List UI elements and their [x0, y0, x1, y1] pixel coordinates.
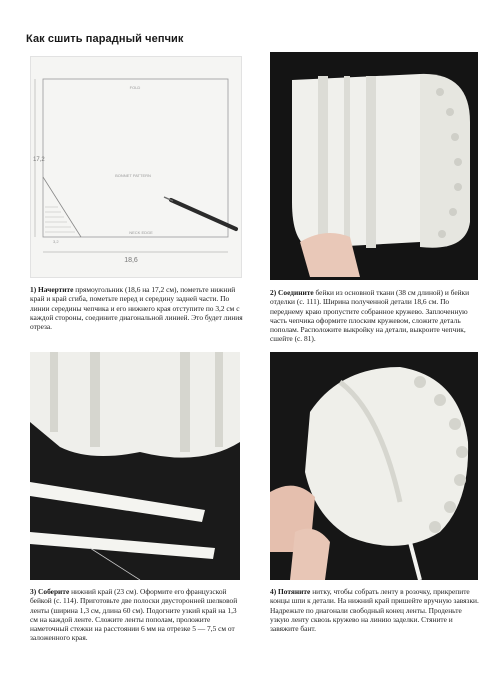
pattern-drawing — [31, 57, 241, 277]
step-1-text: 1) Начертите прямоугольник (18,6 на 17,2 см), пометьте нижний край и край сгиба, пометьте перед и середину задней части. По линии середины чепчика и его нижнего края отступите по 3,2 см с каждой стороны, соедините диагональной линией. Это будет линия отреза. — [30, 285, 243, 332]
pattern-drawing-photo — [30, 56, 242, 278]
bonnet-panel-photo — [270, 52, 478, 280]
pattern-width-label: 18,6 — [124, 257, 138, 264]
pattern-inner-label: BONNET PATTERN — [115, 173, 151, 178]
pattern-bottom-label: NECK EDGE — [129, 230, 153, 235]
bonnet-ribbon-photo — [30, 352, 240, 580]
bonnet-ribbon-illustration — [30, 352, 240, 580]
step-3-text: 3) Соберите нижний край (23 см). Оформите его французской бейкой (с. 114). Приготовьте две полоски двусторонней шелковой ленты (ширина 1,3 см, длина 60 см). Подогните узкий край на 1,3 см на каждой ленте. Сложите ленты пополам, проложите наметочный стежки на расстоянии 6 мм на отрезке 5 — 7,5 см от заложенного края. — [30, 587, 238, 643]
step-2-text: 2) Соедините бейки из основной ткани (38 см длиной) и бейки отделки (с. 111). Ширина полученной детали 18,6 см. По переднему краю пропустите собранное кружево. Заплоченную часть чепчика оформите плоским кружевом, сложите деталь пополам. Расположите выкройку на детали, выкроите чепчик, сшейте (с. 81). — [270, 288, 470, 344]
finished-bonnet-illustration — [270, 352, 478, 580]
finished-bonnet-photo — [270, 352, 478, 580]
pattern-top-label: FOLD — [129, 85, 141, 90]
pattern-height-label: 17,2 — [33, 157, 45, 163]
pattern-corner-label: 3,2 — [53, 239, 59, 244]
step-4-text: 4) Потяните нитку, чтобы собрать ленту в розочку, прикрепите концы шпи к детали. На нижний край пришейте вручную завязки. Надрежьте по диагонали свободный конец ленты. Проденьте узкую ленту сквозь кружево на линию заделки. Стяните и завяжите бант. — [270, 587, 479, 634]
bonnet-panel-illustration — [270, 52, 478, 280]
page-title: Как сшить парадный чепчик — [26, 33, 184, 45]
